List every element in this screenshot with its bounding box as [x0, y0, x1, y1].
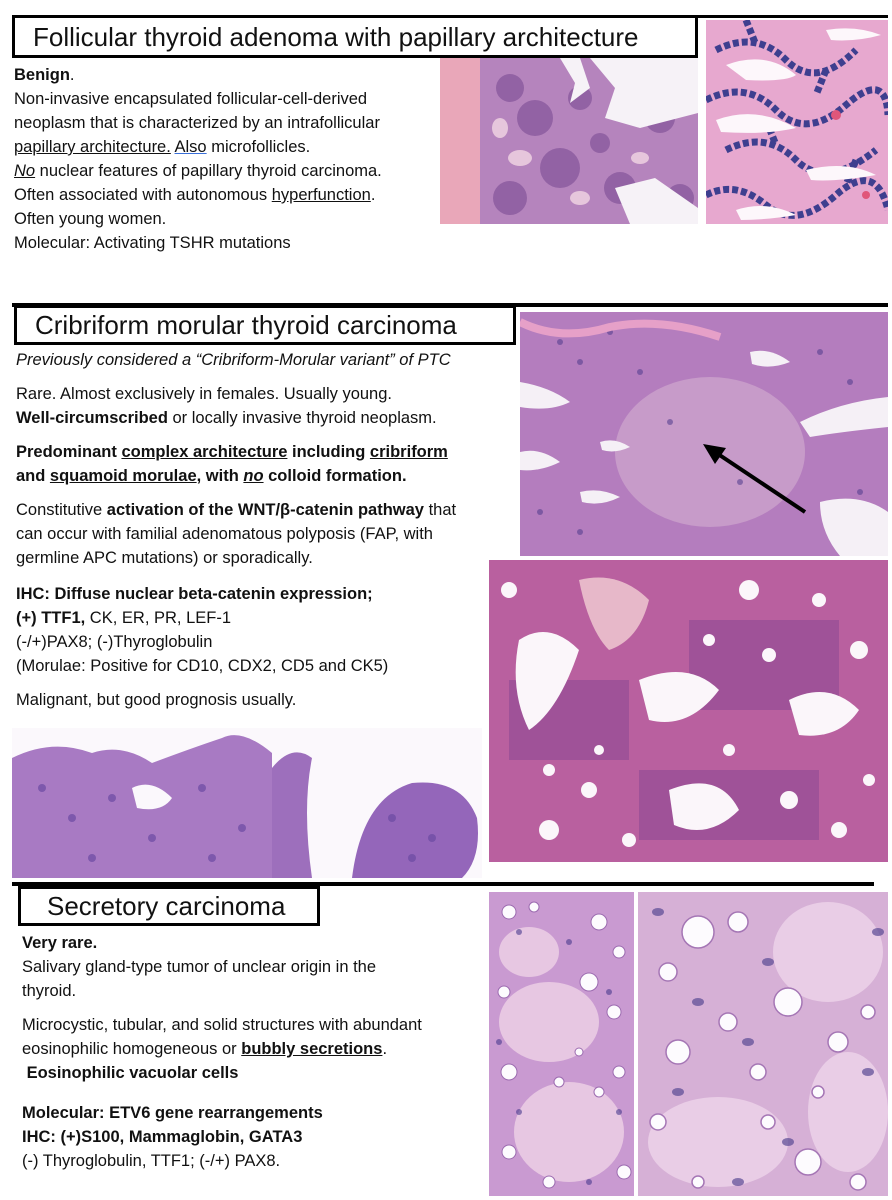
text-line: thyroid. [22, 982, 77, 1000]
papillary-architecture-term: papillary architecture. [14, 138, 171, 156]
wnt-pathway-term: activation of the WNT/β-catenin pathway [106, 501, 424, 519]
text-line: Microcystic, tubular, and solid structures with abundant [22, 1016, 422, 1034]
complex-architecture-term: complex architecture [121, 443, 288, 461]
eosinophilic-cells-line: Eosinophilic vacuolar cells [22, 1064, 239, 1082]
text-line: (-/+)PAX8; (-)Thyroglobulin [16, 633, 213, 651]
no-emphasis: No [14, 162, 36, 180]
secretory-description: Very rare. Salivary gland-type tumor of unclear origin in the thyroid. Microcystic, tubular, and solid structures with abundant eosinophilic homogeneous or bubbly secretions. Eosinophilic vacuolar cells Molecular: ETV6 gene rearrangements IHC: (+)S100, Mammaglobin, GATA3 (-) Thyroglobulin, TTF1; (-/+) PAX8. [22, 931, 492, 1173]
ihc-line: IHC: (+)S100, Mammaglobin, GATA3 [22, 1128, 303, 1146]
text-line: (-) Thyroglobulin, TTF1; (-/+) PAX8. [22, 1152, 281, 1170]
cribriform-morule-micrograph [520, 312, 888, 556]
very-rare-label: Very rare. [22, 934, 98, 952]
text-line: Often young women. [14, 210, 167, 228]
section-title-text: Follicular thyroid adenoma with papillary architecture [33, 21, 639, 52]
section-title-text: Cribriform morular thyroid carcinoma [35, 310, 457, 340]
squamoid-morulae-term: squamoid morulae [49, 467, 197, 485]
follicular-highpower-micrograph [706, 20, 888, 224]
section-title-cribriform [14, 305, 516, 345]
prognosis-line: Malignant, but good prognosis usually. [16, 691, 297, 709]
section-divider [698, 15, 888, 18]
ttf1-term: (+) TTF1, [16, 609, 86, 627]
benign-label: Benign [14, 66, 70, 84]
follicular-lowpower-micrograph [440, 58, 698, 224]
well-circumscribed-term: Well-circumscribed [16, 409, 168, 427]
also-word: Also [174, 138, 207, 156]
secretory-lowpower-micrograph [489, 892, 634, 1196]
section-title-follicular [12, 15, 698, 58]
text-line: Rare. Almost exclusively in females. Usually young. [16, 385, 392, 403]
previous-name-note: Previously considered a “Cribriform-Morular variant” of PTC [16, 351, 451, 369]
text-line: Non-invasive encapsulated follicular-cell-derived [14, 90, 368, 108]
secretory-highpower-micrograph [638, 892, 888, 1196]
text-line: (Morulae: Positive for CD10, CDX2, CD5 and CK5) [16, 657, 389, 675]
molecular-line: Molecular: Activating TSHR mutations [14, 234, 291, 252]
cribriform-papillary-micrograph [12, 728, 482, 878]
molecular-line: Molecular: ETV6 gene rearrangements [22, 1104, 323, 1122]
section-title-text: Secretory carcinoma [47, 891, 286, 921]
text-line: Salivary gland-type tumor of unclear origin in the [22, 958, 377, 976]
follicular-description: Benign. Non-invasive encapsulated follicular-cell-derived neoplasm that is characterized by an intrafollicular papillary architecture. Also microfollicles. No nuclear features of papillary thyroid carcinoma. Often associated with autonomous hyperfunction. Often young women. Molecular: Activating TSHR mutations [14, 63, 444, 255]
hyperfunction-term: hyperfunction [271, 186, 371, 204]
ihc-line: IHC: Diffuse nuclear beta-catenin expression; [16, 585, 373, 603]
text-line: germline APC mutations) or sporadically. [16, 549, 313, 567]
section-title-secretory [18, 886, 320, 926]
cribriform-description: Previously considered a “Cribriform-Morular variant” of PTC Rare. Almost exclusively in females. Usually young. Well-circumscribed or locally invasive thyroid neoplasm. Predominant complex architecture including cribriform and squamoid morulae, with no colloid formation. Constitutive activation of the WNT/β-catenin pathway that can occur with familial adenomatous polyposis (FAP, with germline APC mutations) or sporadically. IHC: Diffuse nuclear beta-catenin expression; (+) TTF1, CK, ER, PR, LEF-1 (-/+)PAX8; (-)Thyroglobulin (Morulae: Positive for CD10, CDX2, CD5 and CK5) Malignant, but good prognosis usually. [16, 348, 516, 712]
text-line: neoplasm that is characterized by an intrafollicular [14, 114, 380, 132]
cribriform-term: cribriform [369, 443, 448, 461]
text-line: can occur with familial adenomatous polyposis (FAP, with [16, 525, 433, 543]
no-emphasis: no [243, 467, 264, 485]
cribriform-lowpower-micrograph [489, 560, 888, 862]
bubbly-secretions-term: bubbly secretions [241, 1040, 383, 1058]
